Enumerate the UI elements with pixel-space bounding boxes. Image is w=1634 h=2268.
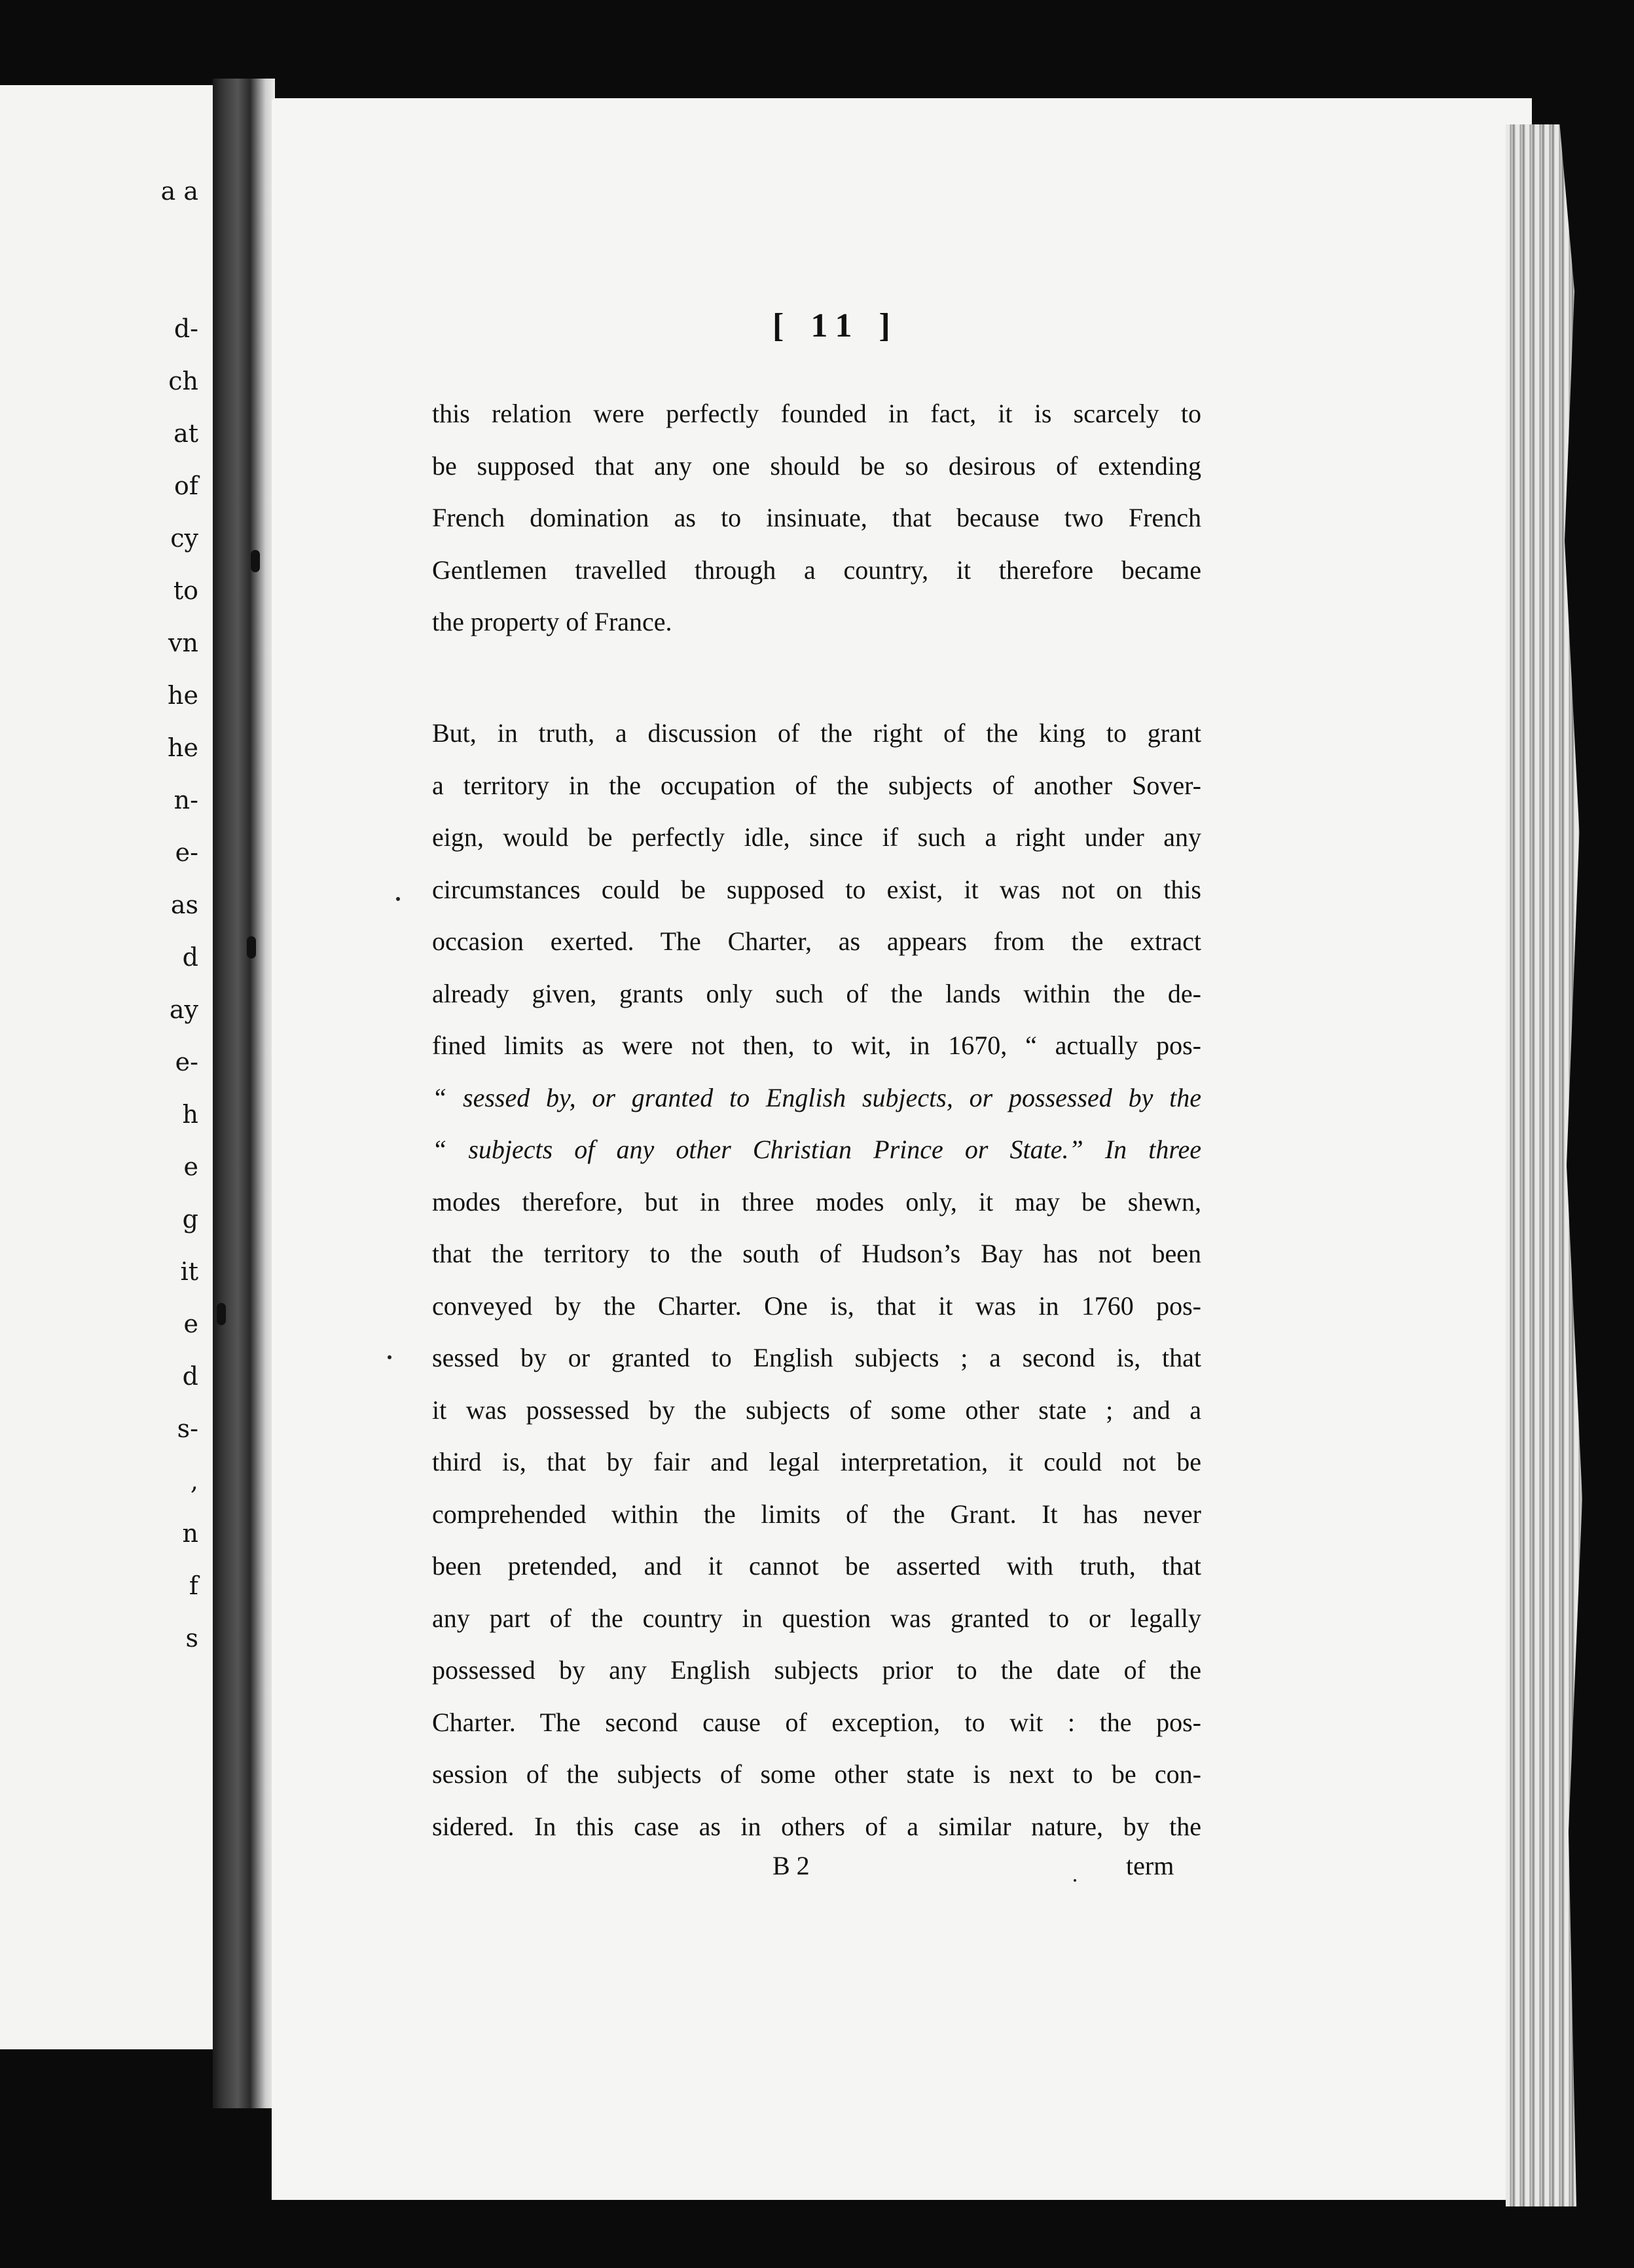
left-page-fragment: he: [168, 733, 198, 762]
text-line: conveyed by the Charter. One is, that it was in 1760 pos-: [432, 1290, 1201, 1321]
left-page-fragment: e: [183, 1309, 198, 1338]
text-line: modes therefore, but in three modes only, it may be shewn,: [432, 1186, 1201, 1216]
text-line: sessed by or granted to English subjects ; a second is, that: [432, 1343, 1201, 1372]
text-line: it was possessed by the subjects of some other state ; and a: [432, 1395, 1201, 1425]
left-page-fragment: d: [182, 943, 198, 972]
text-line: Charter. The second cause of exception, to wit : the pos-: [432, 1707, 1201, 1737]
binding-stitch: [251, 550, 260, 572]
paragraph-1: [432, 388, 1201, 648]
text-line: be supposed that any one should be so desirous of extending: [432, 450, 1201, 481]
text-line: comprehended within the limits of the Grant. It has never: [432, 1499, 1201, 1529]
text-line: occasion exerted. The Charter, as appears from the extract: [432, 926, 1201, 956]
text-line: circumstances could be supposed to exist, it was not on this: [432, 874, 1201, 904]
text-line: But, in truth, a discussion of the right of the king to grant: [432, 718, 1201, 748]
left-page-fragment: ch: [168, 367, 198, 395]
text-line: any part of the country in question was granted to or legally: [432, 1603, 1201, 1633]
text-line: the property of France.: [432, 607, 672, 636]
text-line: already given, grants only such of the lands within the de-: [432, 978, 1201, 1008]
text-line: a territory in the occupation of the subjects of another Sover-: [432, 770, 1201, 800]
left-page-fragment: to: [173, 576, 198, 605]
left-page-fragment: a a: [160, 177, 198, 206]
left-page-fragment: he: [168, 681, 198, 710]
left-page-fragment: n-: [173, 786, 198, 814]
left-page-edge: [0, 85, 213, 2049]
page-number-header: [ 11 ]: [772, 307, 899, 344]
left-page-fragment: e-: [175, 838, 198, 867]
left-page-fragment: cy: [170, 524, 198, 553]
text-line: possessed by any English subjects prior to the date of the: [432, 1655, 1201, 1685]
text-line: that the territory to the south of Hudson’s Bay has not been: [432, 1239, 1201, 1268]
left-page-fragment: e: [183, 1152, 198, 1181]
paragraph-2: [432, 707, 1201, 1852]
left-page-fragment: it: [180, 1257, 198, 1286]
text-line: this relation were perfectly founded in fact, it is scarcely to: [432, 399, 1201, 428]
left-page-fragment: d-: [173, 314, 198, 343]
text-line: session of the subjects of some other state is next to be con-: [432, 1759, 1201, 1789]
book-gutter: [213, 79, 275, 2108]
left-page-fragment: f: [189, 1571, 198, 1600]
left-page-fragment: s: [185, 1624, 198, 1653]
signature-mark: B 2: [772, 1851, 810, 1880]
text-line: “ sessed by, or granted to English subjects, or possessed by the: [432, 1082, 1201, 1112]
left-page-fragment: d: [182, 1362, 198, 1391]
left-page-fragment: at: [173, 419, 198, 448]
left-page-fragment: vn: [168, 629, 198, 657]
left-page-fragment: of: [174, 471, 198, 500]
left-page-fragment: as: [170, 890, 198, 919]
binding-stitch: [217, 1303, 226, 1325]
text-line: eign, would be perfectly idle, since if such a right under any: [432, 822, 1201, 852]
left-page-text-fragments: [0, 85, 213, 2049]
text-line: Gentlemen travelled through a country, it therefore became: [432, 555, 1201, 585]
left-page-fragment: s-: [177, 1414, 198, 1443]
text-line: been pretended, and it cannot be asserted with truth, that: [432, 1551, 1201, 1581]
page-fore-edge: [1506, 124, 1604, 2206]
left-page-fragment: ,: [190, 1467, 198, 1495]
text-line: “ subjects of any other Christian Prince or State.” In three: [432, 1135, 1201, 1164]
left-page-fragment: h: [182, 1100, 198, 1129]
text-line: third is, that by fair and legal interpretation, it could not be: [432, 1447, 1201, 1476]
text-line: sidered. In this case as in others of a similar nature, by the: [432, 1811, 1201, 1841]
text-line: fined limits as were not then, to wit, in 1670, “ actually pos-: [432, 1031, 1201, 1060]
left-page-fragment: n: [182, 1519, 198, 1548]
catchword: term: [1126, 1851, 1174, 1880]
binding-stitch: [247, 936, 256, 959]
left-page-fragment: e-: [175, 1048, 198, 1076]
text-line: French domination as to insinuate, that because two French: [432, 503, 1201, 532]
ink-speck: [1074, 1879, 1076, 1882]
left-page-fragment: g: [182, 1205, 198, 1234]
ink-speck: [396, 897, 400, 901]
ink-speck: [388, 1355, 391, 1359]
left-page-fragment: ay: [169, 995, 198, 1024]
